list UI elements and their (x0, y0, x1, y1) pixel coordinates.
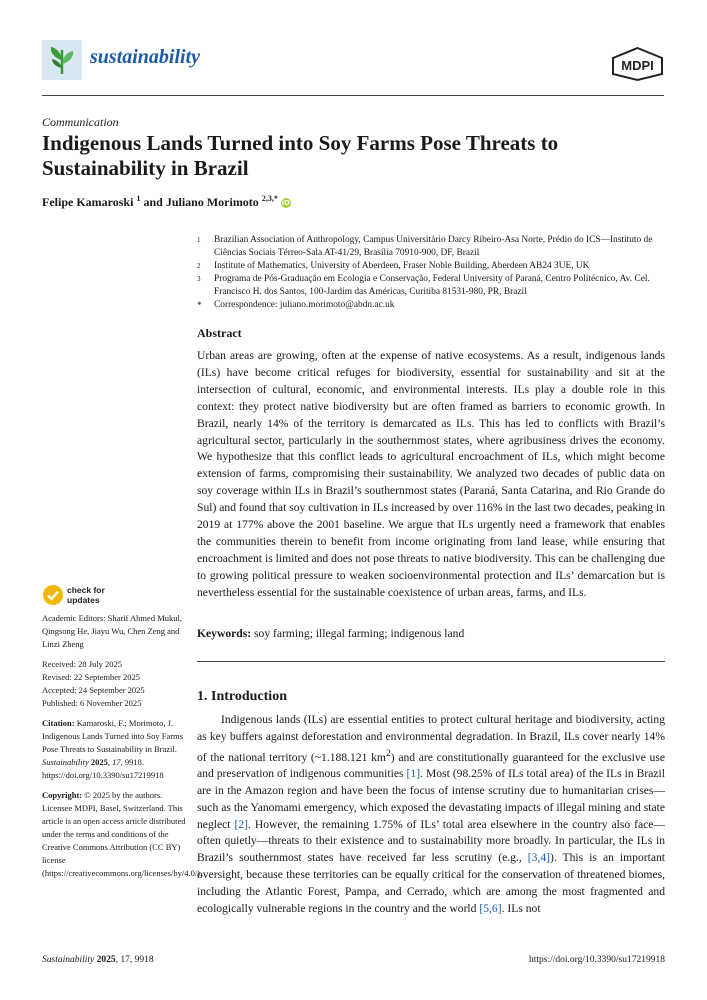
footer-journal: Sustainability (42, 955, 95, 965)
affiliation-text: Brazilian Association of Anthropology, Campus Universitário Darcy Ribeiro-Asa Norte, Prédio do ICS—Instituto de Ciências Sociais Térreo-Sala AT-41/29, Brasília 70910-900, DF, Brazil (214, 235, 653, 258)
abstract-text: Urban areas are growing, often at the expense of native ecosystems. As a result, indigenous lands (ILs) have become critical refuges for biodiversity, essential for sustainability and sit at the intersection of cultural, economic, and environmental interests. ILs play a double role in this context: they protect native biodiversity but are often framed as barriers to economic growth. In Brazil, nearly 14% of the territory is demarcated as ILs. This has led to conflicts with Brazil’s agricultural sector, particularly in the southernmost states, where agribusiness drives the economy. We hypothesize that this conflict leads to agricultural encroachment of ILs, which might become extension of farms, compromising their sustainability. We analyzed two decades of public data on soy coverage within ILs in Brazil’s southernmost states (Paraná, Santa Catarina, and Rio Grande do Sul) and found that soy cultivation in ILs increased by over 116% in the last two decades, peaking in 2019 at 177% above the 2001 baseline. We argue that ILs urgently need a framework that enables the communities therein to benefit from income originating from land lease, while ensuring that encroachment is limited and does not pose threats to native biodiversity. This can be challenging due to growing political pressure to weaken socioenvironmental protection and ILs’ demarcation but is nevertheless essential for the sustainable coexistence of urban areas, farms, and ILs. (197, 349, 665, 599)
affiliation-item (197, 234, 667, 260)
accepted-date: Accepted: 24 September 2025 (42, 685, 145, 695)
mdpi-logo-text: MDPI (621, 58, 654, 73)
revised-date: Revised: 22 September 2025 (42, 672, 140, 682)
check-updates-icon (42, 584, 64, 606)
affiliation-ref: 1 (136, 194, 141, 203)
orcid-icon[interactable]: iD (281, 199, 290, 207)
intro-text-segment: ) and are constitutionally guaranteed for the exclusive use and preservation of indigenous communities (197, 750, 665, 781)
copyright-label: Copyright: (42, 790, 83, 800)
affiliation-text: Programa de Pós-Graduação em Ecologia e Conservação, Federal University of Paraná, Centro Politécnico, Av. Cel. Francisco H. dos Santos, 100-Jardim das Américas, Curitiba 81531-980, PR, Brazil (214, 274, 650, 297)
dates (42, 658, 187, 710)
check-updates-label (67, 585, 105, 605)
keywords-text: soy farming; illegal farming; indigenous land (254, 627, 465, 640)
intro-text-segment: Indigenous lands (ILs) are essential entities to protect cultural heritage and biodiversity, acting as key buffers against deforestation and environmental degradation. In Brazil, ILs cover nearly 14% of the national territory (~1.188.121 km (197, 713, 665, 764)
header-rule (42, 95, 664, 96)
author-name[interactable]: Felipe Kamaroski (42, 195, 134, 209)
article-title: Indigenous Lands Turned into Soy Farms Pose Threats to Sustainability in Brazil (42, 131, 559, 180)
reference-link[interactable]: [2] (234, 817, 248, 831)
check-updates-line: check for (67, 585, 105, 595)
author-list (42, 194, 291, 210)
affiliation-mark: * (197, 300, 202, 310)
check-updates-line: updates (67, 595, 100, 605)
affiliation-ref: 2,3,* (261, 194, 278, 203)
citation-journal: Sustainability (42, 757, 89, 767)
affiliation-item (197, 299, 667, 312)
keywords-label: Keywords: (197, 627, 252, 640)
copyright-text: © 2025 by the authors. Licensee MDPI, Basel, Switzerland. This article is an open access article distributed under the terms and conditions of the Creative Commons Attribution (CC BY) license (https://creativecommons.org/licenses/by/4.0/). (42, 790, 203, 878)
mdpi-logo (610, 46, 665, 82)
reference-link[interactable]: [1] (406, 767, 421, 781)
footer-citation (42, 955, 154, 965)
citation-text: Kamaroski, F.; Morimoto, J. Indigenous Lands Turned into Soy Farms Pose Threats to Sustainability in Brazil. (42, 718, 183, 754)
intro-text-segment: . ILs not (501, 901, 541, 915)
affiliation-text: Institute of Mathematics, University of Aberdeen, Fraser Noble Building, Aberdeen AB24 3UE, UK (214, 261, 590, 271)
author-name[interactable]: Juliano Morimoto (165, 195, 259, 209)
journal-logo (42, 40, 82, 80)
academic-editors: Academic Editors: Sharif Ahmed Mukul, Qingsong He, Jiayu Wu, Chen Zeng and Linzi Zheng (42, 613, 182, 649)
footer-volume: , 17, 9918 (115, 955, 154, 965)
abstract-heading: Abstract (197, 326, 242, 340)
check-for-updates-button[interactable] (42, 584, 122, 608)
intro-text-segment: ). This is an important oversight, because these territories can be equally critical for the conservation of threatened biomes, including the Atlantic Forest, Pampa, and Cerrado, which are among the most fragmented and ecologically vulnerable regions in the country and the world (197, 851, 665, 915)
author-conjunction: and (143, 195, 163, 209)
introduction-heading: 1. Introduction (197, 689, 287, 704)
affiliation-item (197, 260, 667, 273)
intro-text-segment: . Most (98.25% of ILs total area) of the ILs in Brazil are in the Amazon region and have been the focus of intense scrutiny due to humanitarian crises—such as the Yanomami emergency, which exposed the devastating impacts of illegal mining and state neglect (197, 767, 665, 831)
citation-label: Citation: (42, 718, 75, 728)
superscript: 2 (385, 747, 391, 759)
footer-year: 2025 (94, 955, 116, 965)
reference-link[interactable]: [5,6] (479, 901, 502, 915)
journal-name: sustainability (90, 46, 201, 68)
article-sidebar (42, 612, 203, 887)
reference-link[interactable]: [3,4] (527, 851, 550, 865)
footer-doi[interactable]: https://doi.org/10.3390/su17219918 (528, 955, 665, 965)
affiliations (197, 234, 667, 312)
citation-year: 2025 (88, 757, 108, 767)
citation-volume: , 17 (107, 757, 121, 767)
citation-doi[interactable]: , 9918. https://doi.org/10.3390/su17219918 (42, 757, 164, 780)
affiliation-mark: 2 (197, 262, 201, 270)
copyright (42, 789, 203, 880)
published-date: Published: 6 November 2025 (42, 698, 142, 708)
article-type: Communication (42, 115, 119, 129)
affiliation-mark: 3 (197, 275, 201, 283)
affiliation-mark: 1 (197, 236, 201, 244)
keywords (197, 627, 665, 640)
intro-text-segment: . However, the remaining 1.75% of ILs’ total area elsewhere in the country also face—often quietly—threats to their existence and to sustainability more broadly. In particular, the ILs in Brazil’s southernmost states have received far less scrutiny (e.g., (197, 817, 666, 865)
received-date: Received: 28 July 2025 (42, 659, 123, 669)
affiliation-item (197, 273, 667, 299)
correspondence-text[interactable]: Correspondence: juliano.morimoto@abdn.ac.uk (214, 300, 395, 310)
section-divider (197, 661, 665, 662)
citation (42, 717, 187, 782)
introduction-paragraph (197, 712, 665, 917)
